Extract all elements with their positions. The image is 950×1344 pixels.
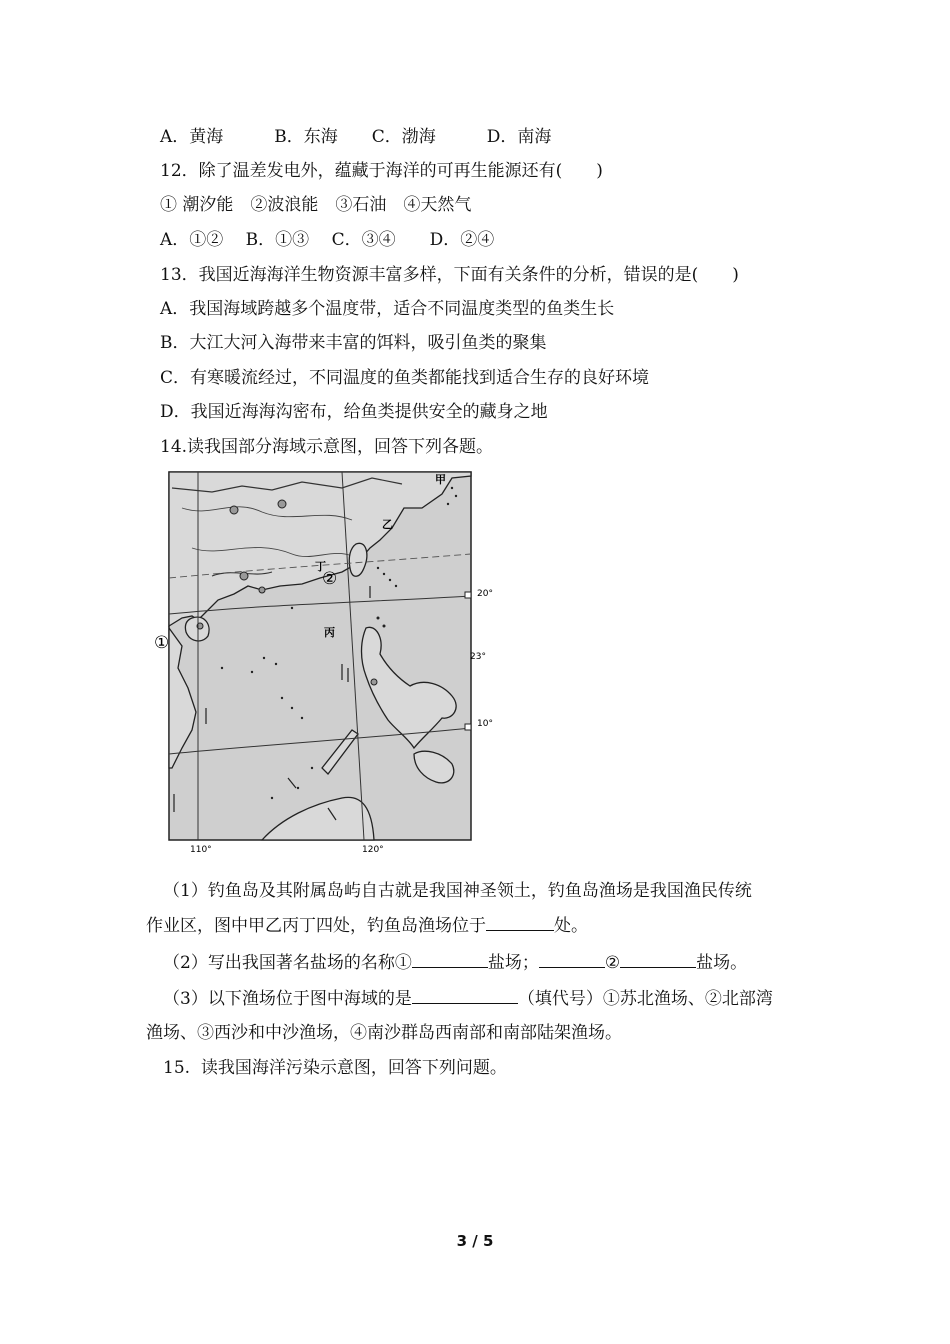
- sea-area-map: [152, 468, 512, 858]
- q14-sub3-text-b: （填代号）①苏北渔场、②北部湾: [517, 989, 773, 1009]
- page-number: 3 / 5: [456, 1232, 494, 1250]
- q14-sub2: [163, 951, 747, 974]
- q12-options: A．①② B．①③ C．③④ D．②④: [160, 230, 495, 250]
- answer-blank-salt-1[interactable]: [412, 951, 488, 968]
- label-lat-23: 23°: [470, 652, 486, 662]
- city-dot: [259, 587, 265, 593]
- q14-sub1-text-a: 作业区，图中甲乙丙丁四处，钓鱼岛渔场位于: [146, 916, 486, 936]
- q14-stem: 14.读我国部分海域示意图，回答下列各题。: [160, 437, 494, 457]
- answer-blank-salt-2a[interactable]: [539, 951, 605, 968]
- q15-stem: 15. 读我国海洋污染示意图，回答下列问题。: [163, 1058, 507, 1078]
- label-lat-20: 20°: [477, 589, 493, 599]
- label-lon-110: 110°: [190, 845, 212, 855]
- q13-option-a: A．我国海域跨越多个温度带，适合不同温度类型的鱼类生长: [160, 299, 615, 319]
- tick-20: [465, 592, 471, 598]
- answer-blank-salt-2b[interactable]: [620, 951, 696, 968]
- q13-option-d: D．我国近海海沟密布，给鱼类提供安全的藏身之地: [160, 402, 548, 422]
- answer-blank-fisheries[interactable]: [412, 987, 518, 1004]
- q13-stem: 13．我国近海海洋生物资源丰富多样，下面有关条件的分析，错误的是( ): [160, 265, 739, 285]
- label-ding: 丁: [315, 560, 326, 573]
- q12-stem: 12．除了温差发电外，蕴藏于海洋的可再生能源还有( ): [160, 161, 603, 181]
- q14-sub2-text-d: 盐场。: [696, 953, 748, 973]
- city-dot: [371, 679, 377, 685]
- label-lon-120: 120°: [362, 845, 384, 855]
- q14-sub1-text-b: 处。: [554, 916, 588, 936]
- q14-sub2-text-a: （2）写出我国著名盐场的名称①: [163, 953, 412, 973]
- hainan-island: [185, 617, 209, 641]
- tick-10: [465, 724, 471, 730]
- label-jia: 甲: [435, 473, 446, 486]
- q14-sub2-text-c: ②: [604, 953, 621, 973]
- answer-blank-fishery[interactable]: [486, 914, 554, 931]
- q13-option-c: C．有寒暖流经过，不同温度的鱼类都能找到适合生存的良好环境: [160, 368, 650, 388]
- q14-sub3-line1: [163, 987, 773, 1010]
- q13-option-b: B．大江大河入海带来丰富的饵料，吸引鱼类的聚集: [160, 333, 547, 353]
- q14-sub3-text-a: （3）以下渔场位于图中海域的是: [163, 989, 412, 1009]
- q11-options: A．黄海 B．东海 C．渤海 D．南海: [160, 127, 552, 147]
- q14-sub3-line2: 渔场、③西沙和中沙渔场，④南沙群岛西南部和南部陆架渔场。: [146, 1023, 622, 1043]
- label-circle-1: ①: [154, 633, 170, 653]
- q12-items: ① 潮汐能 ②波浪能 ③石油 ④天然气: [160, 195, 472, 215]
- label-lat-10: 10°: [477, 719, 493, 729]
- map-svg: [152, 468, 512, 858]
- label-circle-2: ②: [322, 569, 338, 589]
- city-dot: [230, 506, 238, 514]
- label-yi: 乙: [382, 518, 393, 531]
- city-dot: [240, 572, 248, 580]
- q14-sub1-line2: [146, 914, 588, 937]
- label-bing: 丙: [324, 626, 335, 639]
- q14-sub1-line1: （1）钓鱼岛及其附属岛屿自古就是我国神圣领土，钓鱼岛渔场是我国渔民传统: [163, 881, 752, 901]
- q14-sub2-text-b: 盐场；: [487, 953, 539, 973]
- city-dot: [278, 500, 286, 508]
